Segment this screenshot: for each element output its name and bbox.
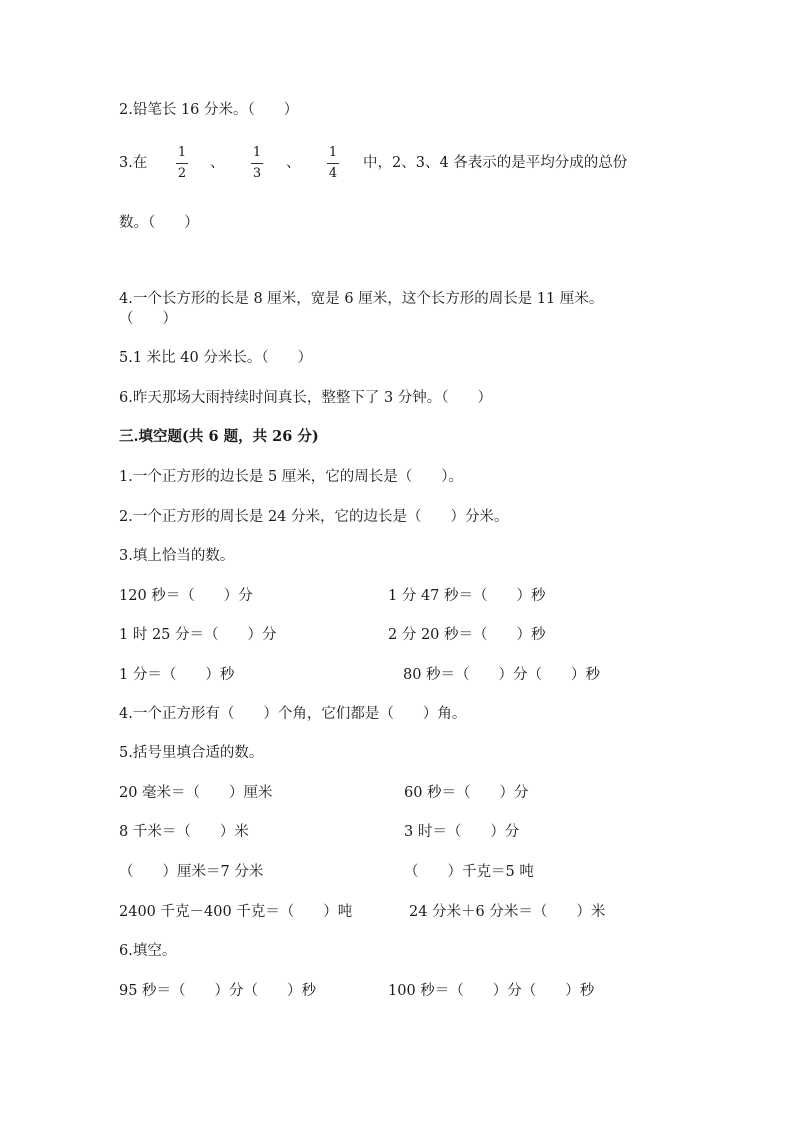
fraction-denominator: 2 <box>177 166 187 181</box>
fill-question-2: 2.一个正方形的周长是 24 分米，它的边长是（ ）分米。 <box>119 509 509 525</box>
fraction-denominator: 4 <box>328 166 338 181</box>
fraction-one-quarter <box>326 146 340 180</box>
fraction-bar <box>176 163 188 164</box>
question-5: 5.1 米比 40 分米长。（ ） <box>119 350 313 366</box>
fraction-one-half <box>175 146 189 180</box>
fill-question-1: 1.一个正方形的边长是 5 厘米，它的周长是（ ）。 <box>119 469 464 485</box>
fill-q5-item: 24 分米＋6 分米＝（ ）米 <box>409 904 606 920</box>
fraction-bar <box>251 163 263 164</box>
fill-q5-item: 3 时＝（ ）分 <box>404 824 520 840</box>
fill-q3-item: 1 分 47 秒＝（ ）秒 <box>388 588 546 604</box>
fill-q5-item: （ ）厘米＝7 分米 <box>119 864 264 880</box>
fill-q5-item: 20 毫米＝（ ）厘米 <box>119 785 273 801</box>
fill-question-5-title: 5.括号里填合适的数。 <box>119 745 264 761</box>
question-3-line2: 数。（ ） <box>119 215 199 231</box>
fraction-numerator: 1 <box>252 145 262 160</box>
fill-q5-item: 2400 千克－400 千克＝（ ）吨 <box>119 904 353 920</box>
question-4-line1: 4.一个长方形的长是 8 厘米，宽是 6 厘米，这个长方形的周长是 11 厘米。 <box>119 291 604 307</box>
fill-q3-item: 2 分 20 秒＝（ ）秒 <box>388 627 546 643</box>
question-3-prefix: 3.在 <box>119 155 148 171</box>
question-4-line2: （ ） <box>119 311 177 327</box>
fraction-numerator: 1 <box>328 145 338 160</box>
fill-question-6-title: 6.填空。 <box>119 943 177 959</box>
fill-q3-item: 1 时 25 分＝（ ）分 <box>119 627 277 643</box>
fill-question-3-title: 3.填上恰当的数。 <box>119 548 235 564</box>
fill-q3-item: 120 秒＝（ ）分 <box>119 588 253 604</box>
fill-q5-item: 60 秒＝（ ）分 <box>404 785 529 801</box>
section-heading: 三.填空题(共 6 题，共 26 分) <box>119 428 319 445</box>
fill-q5-item: （ ）千克＝5 吨 <box>404 864 534 880</box>
fraction-bar <box>327 163 339 164</box>
fill-q6-item: 95 秒＝（ ）分（ ）秒 <box>119 983 317 999</box>
fill-q6-item: 100 秒＝（ ）分（ ）秒 <box>388 983 595 999</box>
question-3-suffix: 中，2、3、4 各表示的是平均分成的总份 <box>363 155 628 171</box>
fill-q3-item: 1 分＝（ ）秒 <box>119 667 235 683</box>
fill-q5-item: 8 千米＝（ ）米 <box>119 824 249 840</box>
separator: 、 <box>210 155 225 171</box>
question-6: 6.昨天那场大雨持续时间真长，整整下了 3 分钟。（ ） <box>119 390 493 406</box>
fill-question-4: 4.一个正方形有（ ）个角，它们都是（ ）角。 <box>119 706 467 722</box>
fraction-numerator: 1 <box>177 145 187 160</box>
fill-q3-item: 80 秒＝（ ）分（ ）秒 <box>403 667 601 683</box>
fraction-one-third <box>250 146 264 180</box>
separator: 、 <box>286 155 301 171</box>
fraction-denominator: 3 <box>252 166 262 181</box>
question-2: 2.铅笔长 16 分米。（ ） <box>119 102 299 118</box>
